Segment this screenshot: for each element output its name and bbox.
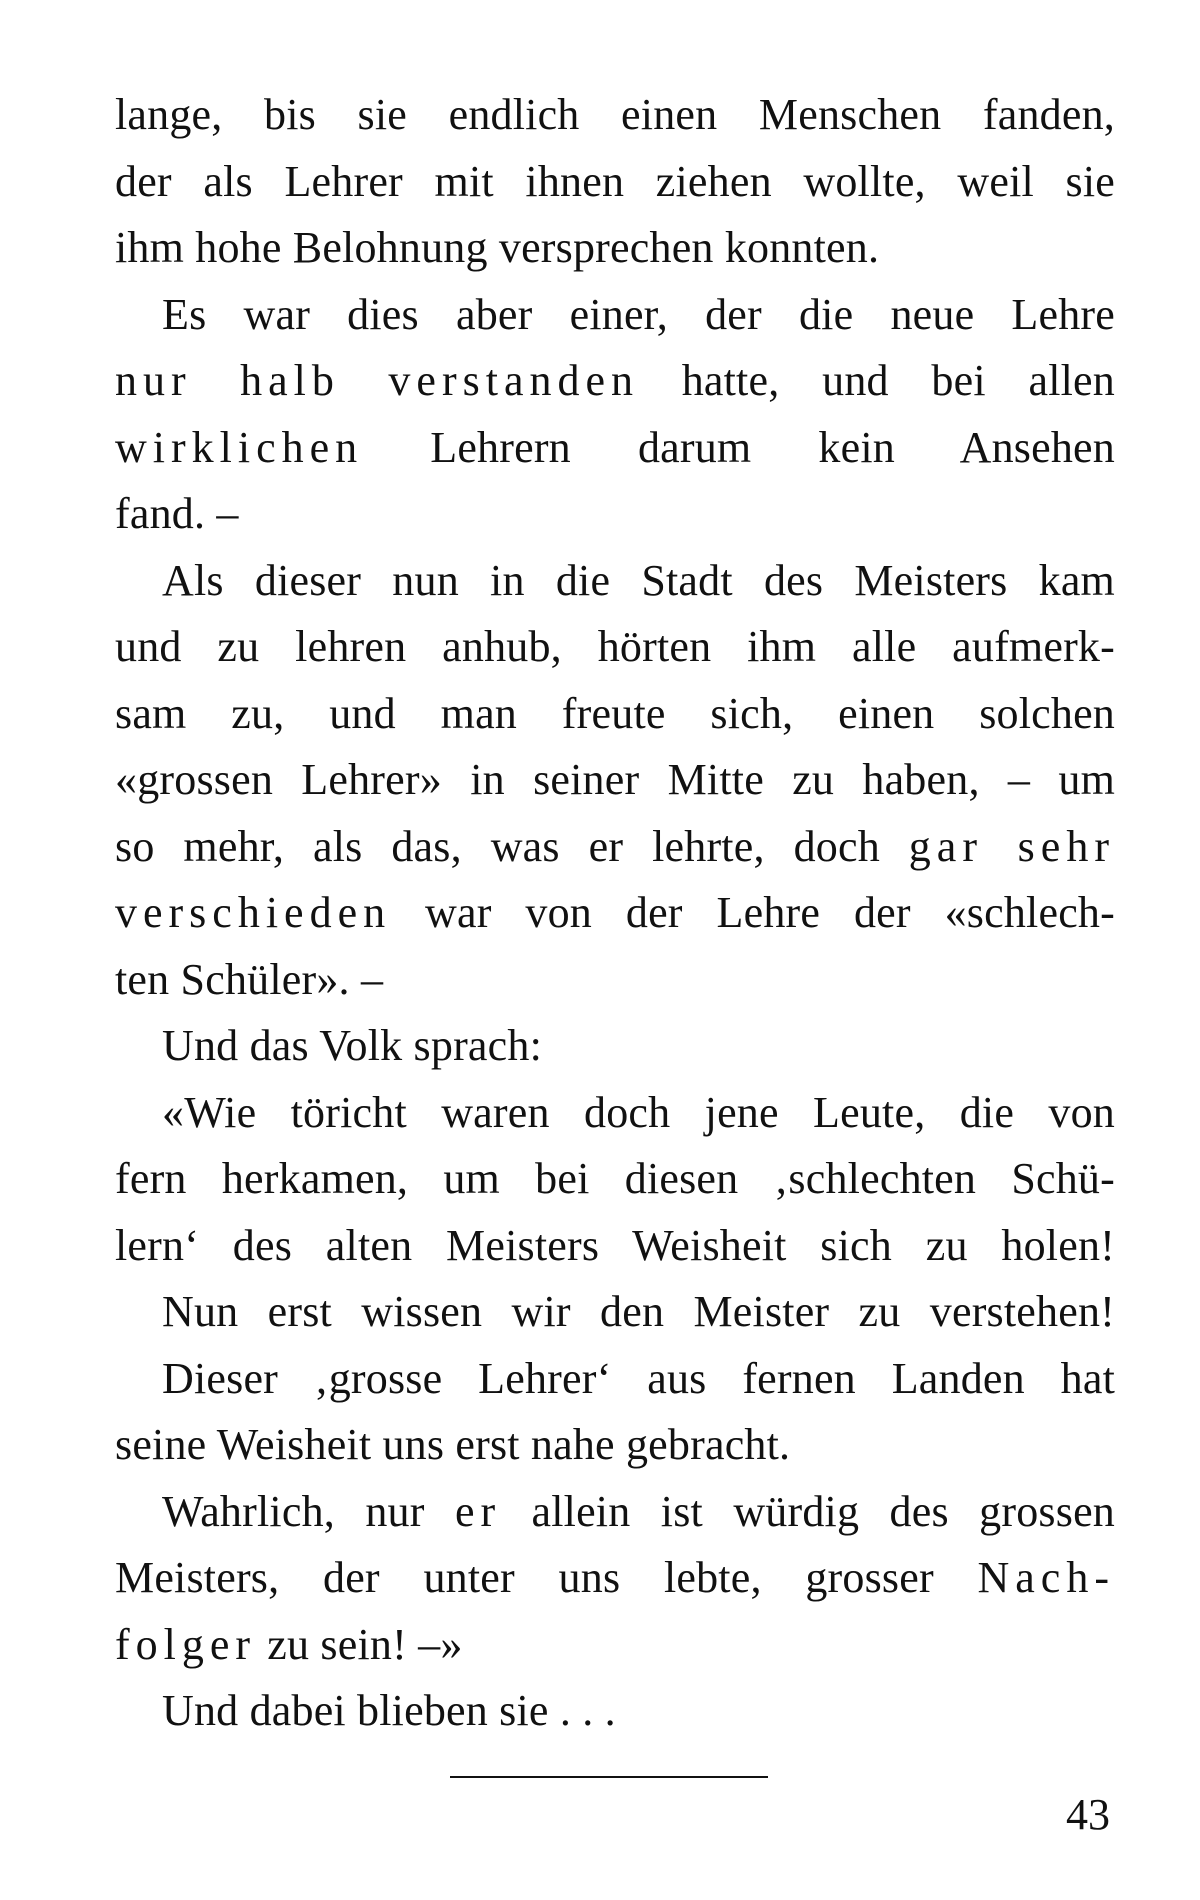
text-span: hatte, und bei allen (639, 356, 1115, 405)
text-line (115, 1545, 1115, 1612)
text-line (115, 348, 1115, 415)
spaced-emphasis: gar sehr (908, 821, 1115, 871)
text-line: Als dieser nun in die Stadt des Meisters kam (162, 555, 1115, 605)
text-line: «Wie töricht waren doch jene Leute, die von (162, 1087, 1115, 1137)
text-line (115, 1479, 1115, 1546)
text-line (115, 1612, 1115, 1679)
text-line: ihm hohe Belohnung versprechen konnten. (115, 223, 880, 272)
text-line: seine Weisheit uns erst nahe gebracht. (115, 1420, 791, 1469)
text-span: Meisters, der unter uns lebte, grosser (115, 1553, 978, 1602)
text-line: der als Lehrer mit ihnen ziehen wollte, weil sie (115, 156, 1115, 206)
text-span: Wahrlich, nur (162, 1486, 455, 1536)
text-line: sam zu, und man freute sich, einen solchen (115, 688, 1115, 738)
text-line (115, 814, 1115, 881)
text-span: so mehr, als das, was er lehrte, doch (115, 821, 909, 871)
text-line: lange, bis sie endlich einen Menschen fanden, (115, 90, 1115, 139)
text-line (115, 415, 1115, 482)
text-span: zu sein! –» (256, 1619, 463, 1669)
text-line: Nun erst wissen wir den Meister zu verstehen! (162, 1287, 1115, 1336)
spaced-emphasis: nur halb verstanden (115, 356, 639, 405)
text-line: lern‘ des alten Meisters Weisheit sich zu holen! (115, 1220, 1115, 1270)
section-rule (450, 1776, 768, 1778)
text-line: Es war dies aber einer, der die neue Lehre (162, 289, 1115, 339)
spaced-emphasis: er (454, 1486, 502, 1536)
text-line (115, 880, 1115, 947)
body-text (115, 82, 1115, 1745)
text-line: Und das Volk sprach: (162, 1021, 543, 1070)
text-line: und zu lehren anhub, hörten ihm alle aufmerk- (115, 622, 1115, 671)
text-span: allein ist würdig des grossen (501, 1486, 1115, 1536)
text-span: war von der Lehre der «schlech- (391, 888, 1115, 937)
text-line: Dieser ‚grosse Lehrer‘ aus fernen Landen hat (162, 1353, 1115, 1403)
text-line: ten Schüler». – (115, 954, 384, 1004)
text-span: Lehrern darum kein Ansehen (363, 422, 1115, 472)
text-line: «grossen Lehrer» in seiner Mitte zu haben, – um (115, 755, 1115, 804)
spaced-emphasis: folger (115, 1619, 257, 1669)
text-line: Und dabei blieben sie . . . (162, 1686, 616, 1735)
spaced-emphasis: verschieden (115, 888, 392, 937)
spaced-emphasis: wirklichen (115, 422, 364, 472)
page-number: 43 (1066, 1790, 1110, 1839)
text-line: fand. – (115, 489, 239, 538)
spaced-emphasis: Nach- (977, 1553, 1115, 1602)
text-line: fern herkamen, um bei diesen ‚schlechten Schü- (115, 1154, 1115, 1203)
